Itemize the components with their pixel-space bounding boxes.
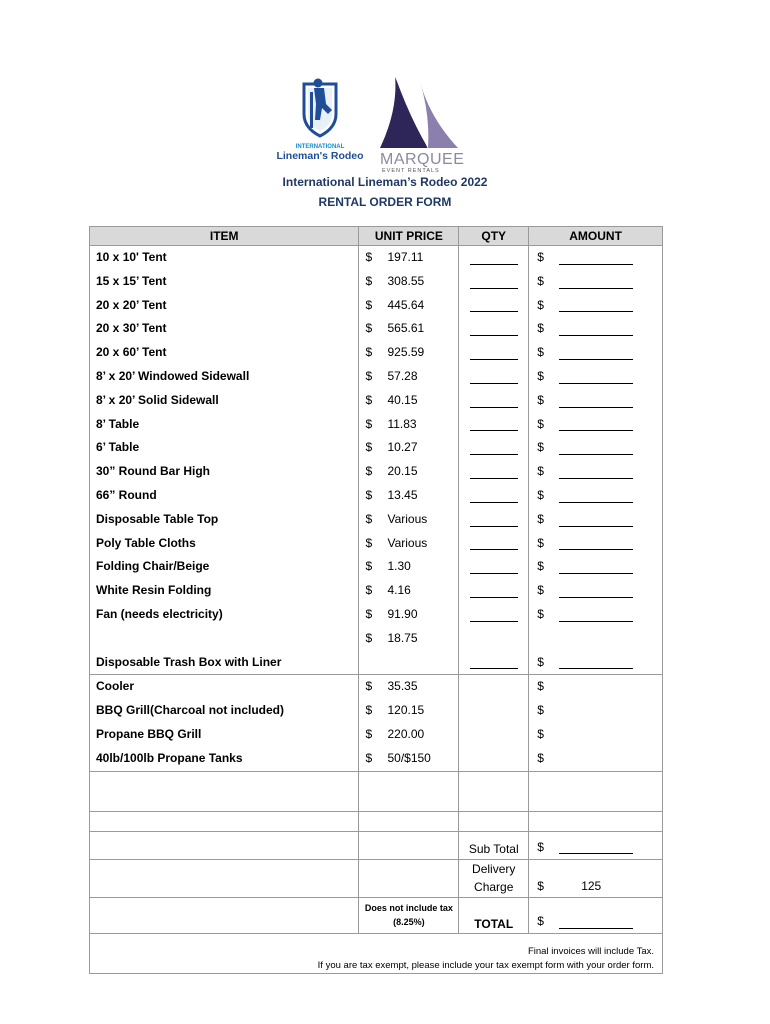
currency-symbol: $ — [537, 273, 544, 288]
unit-price — [359, 627, 458, 651]
marquee-sub-text: EVENT RENTALS — [382, 168, 440, 174]
amount-field[interactable] — [529, 532, 662, 556]
unit-price — [359, 317, 458, 341]
amount-field[interactable] — [529, 747, 662, 771]
qty-field[interactable] — [459, 579, 528, 603]
unit-price-value: 50/$150 — [387, 750, 431, 765]
item-name: Folding Chair/Beige — [96, 559, 210, 574]
amount-field[interactable] — [529, 675, 662, 699]
currency-symbol: $ — [365, 535, 373, 550]
unit-price-list — [359, 675, 459, 771]
item-name: Propane BBQ Grill — [96, 726, 202, 741]
amount-field[interactable] — [529, 484, 662, 508]
sponsor-logos — [270, 70, 490, 178]
currency-symbol: $ — [365, 703, 373, 718]
unit-price — [359, 270, 458, 294]
qty-field[interactable] — [459, 484, 528, 508]
currency-symbol: $ — [537, 535, 544, 550]
qty-field[interactable] — [459, 365, 528, 389]
item-name: 10 x 10' Tent — [96, 250, 167, 264]
subtotal-row — [90, 831, 663, 859]
qty-field[interactable] — [459, 341, 528, 365]
total-blank[interactable] — [559, 915, 633, 929]
item-name: 66” Round — [96, 487, 157, 502]
item-name: Fan (needs electricity) — [96, 606, 223, 621]
unit-price-value: 120.15 — [387, 703, 425, 718]
currency-symbol: $ — [365, 487, 373, 502]
currency-symbol: $ — [365, 750, 373, 765]
item-name: Cooler — [96, 679, 135, 694]
qty-field[interactable] — [459, 270, 528, 294]
unit-price — [359, 675, 458, 699]
currency-symbol: $ — [365, 679, 373, 694]
unit-price — [359, 365, 458, 389]
currency-symbol: $ — [537, 654, 544, 669]
unit-price-value: 35.35 — [387, 679, 418, 694]
unit-price-value: 220.00 — [387, 726, 425, 741]
amount-field[interactable] — [529, 294, 662, 318]
unit-price-value: 4.16 — [387, 583, 411, 598]
item-name: 6’ Table — [96, 440, 140, 455]
amount-field[interactable] — [529, 365, 662, 389]
delivery-charge-value: 125 — [581, 878, 602, 893]
currency-symbol: $ — [365, 583, 373, 598]
currency-symbol: $ — [537, 703, 544, 718]
qty-field[interactable] — [459, 603, 528, 627]
currency-symbol: $ — [365, 250, 373, 264]
item-name: 15 x 15’ Tent — [96, 273, 167, 288]
marquee-logo — [380, 76, 464, 174]
item-name: Disposable Trash Box with Liner — [96, 654, 282, 669]
amount-field[interactable] — [529, 436, 662, 460]
amount-field[interactable] — [529, 699, 662, 723]
currency-symbol: $ — [365, 416, 373, 431]
unit-price — [359, 603, 458, 627]
amount-field[interactable] — [529, 627, 662, 651]
currency-symbol: $ — [537, 559, 544, 574]
unit-price — [359, 341, 458, 365]
currency-symbol: $ — [365, 345, 373, 360]
currency-symbol: $ — [537, 440, 544, 455]
rodeo-name-text: Lineman's Rodeo — [276, 150, 364, 162]
currency-symbol: $ — [537, 606, 544, 621]
unit-price-value: 565.61 — [387, 321, 425, 336]
delivery-row — [90, 859, 663, 897]
tax-note: Does not include tax (8.25%) — [359, 897, 459, 933]
unit-price — [359, 747, 458, 771]
unit-price — [359, 413, 458, 437]
amount-list — [529, 675, 663, 771]
footer-row — [90, 933, 663, 973]
currency-symbol: $ — [537, 839, 544, 854]
blank-row — [90, 811, 663, 831]
unit-price-list — [359, 246, 459, 675]
column-header-qty: QTY — [459, 227, 529, 246]
unit-price-value: Various — [387, 535, 428, 550]
qty-field[interactable] — [459, 436, 528, 460]
column-header-item: ITEM — [90, 227, 359, 246]
amount-field[interactable] — [529, 579, 662, 603]
item-list — [90, 675, 359, 771]
linemans-rodeo-logo — [276, 79, 363, 163]
amount-field[interactable] — [529, 389, 662, 413]
unit-price-value: 40.15 — [387, 392, 418, 407]
currency-symbol: $ — [365, 440, 373, 455]
unit-price — [359, 699, 458, 723]
sub-total-blank[interactable] — [559, 840, 633, 854]
items-block-1 — [90, 246, 663, 675]
item-name: BBQ Grill(Charcoal not included) — [96, 703, 285, 718]
item-name: Poly Table Cloths — [96, 535, 196, 550]
item-name: Disposable Table Top — [96, 511, 219, 526]
delivery-charge-amount — [529, 859, 663, 897]
currency-symbol: $ — [537, 726, 544, 741]
amount-list — [529, 246, 663, 675]
unit-price-value: 1.30 — [387, 559, 411, 574]
currency-symbol: $ — [537, 750, 544, 765]
sub-total-amount — [529, 831, 663, 859]
unit-price-value: 925.59 — [387, 345, 425, 360]
currency-symbol: $ — [537, 321, 544, 336]
item-name: 8’ Table — [96, 416, 140, 431]
currency-symbol: $ — [537, 464, 544, 479]
currency-symbol: $ — [537, 583, 544, 598]
amount-field[interactable] — [529, 341, 662, 365]
amount-field[interactable] — [529, 246, 662, 270]
delivery-charge-label: Delivery Charge — [459, 859, 529, 897]
qty-field[interactable] — [459, 389, 528, 413]
currency-symbol: $ — [537, 297, 544, 312]
column-header-unit-price: UNIT PRICE — [359, 227, 459, 246]
currency-symbol: $ — [365, 464, 373, 479]
unit-price-value: 197.11 — [387, 250, 424, 264]
unit-price — [359, 532, 458, 556]
item-name: 20 x 20’ Tent — [96, 297, 167, 312]
unit-price-value: 308.55 — [387, 273, 425, 288]
unit-price — [359, 723, 458, 747]
unit-price — [359, 436, 458, 460]
item-name: 8’ x 20’ Solid Sidewall — [96, 392, 219, 407]
qty-field[interactable] — [459, 294, 528, 318]
table-header-row — [90, 227, 663, 246]
unit-price — [359, 579, 458, 603]
footer-line-1: Final invoices will include Tax. — [527, 945, 654, 957]
unit-price — [359, 508, 458, 532]
amount-field[interactable] — [529, 603, 662, 627]
currency-symbol: $ — [537, 250, 544, 264]
amount-field[interactable] — [529, 508, 662, 532]
item-name: 40lb/100lb Propane Tanks — [96, 750, 243, 765]
currency-symbol: $ — [365, 273, 373, 288]
currency-symbol: $ — [537, 392, 544, 407]
item-name: 20 x 60’ Tent — [96, 345, 167, 360]
sub-total-label: Sub Total — [459, 831, 529, 859]
amount-field[interactable] — [529, 413, 662, 437]
qty-field[interactable] — [459, 413, 528, 437]
currency-symbol: $ — [365, 726, 373, 741]
currency-symbol: $ — [365, 559, 373, 574]
unit-price-value: 57.28 — [387, 368, 418, 383]
qty-field[interactable] — [459, 555, 528, 579]
qty-field[interactable] — [459, 246, 528, 270]
rental-order-table — [89, 226, 663, 974]
item-name: 8’ x 20’ Windowed Sidewall — [96, 368, 250, 383]
item-name: White Resin Folding — [96, 583, 212, 598]
unit-price-value: 18.75 — [387, 630, 418, 645]
column-header-amount: AMOUNT — [529, 227, 663, 246]
items-block-2 — [90, 675, 663, 771]
unit-price — [359, 389, 458, 413]
amount-field[interactable] — [529, 651, 662, 675]
currency-symbol: $ — [537, 416, 544, 431]
qty-cell-empty — [459, 675, 529, 771]
currency-symbol: $ — [537, 368, 544, 383]
amount-field[interactable] — [529, 723, 662, 747]
unit-price-value: 20.15 — [387, 464, 418, 479]
amount-field[interactable] — [529, 317, 662, 341]
unit-price — [359, 555, 458, 579]
amount-field[interactable] — [529, 270, 662, 294]
item-name — [96, 627, 358, 651]
form-subtitle: RENTAL ORDER FORM — [318, 195, 452, 209]
qty-field[interactable] — [459, 532, 528, 556]
currency-symbol: $ — [365, 392, 373, 407]
qty-field[interactable] — [459, 627, 528, 651]
item-name: 20 x 30’ Tent — [96, 321, 167, 336]
qty-field[interactable] — [459, 651, 528, 675]
unit-price-value: 91.90 — [387, 606, 418, 621]
currency-symbol: $ — [365, 297, 373, 312]
form-title: International Lineman’s Rodeo 2022 — [282, 175, 488, 189]
unit-price-value: 11.83 — [387, 416, 417, 431]
total-row — [90, 897, 663, 933]
currency-symbol: $ — [537, 913, 544, 928]
amount-field[interactable] — [529, 460, 662, 484]
total-label: TOTAL — [459, 897, 529, 933]
footer-line-2: If you are tax exempt, please include your tax exempt form with your order form. — [317, 959, 654, 971]
currency-symbol: $ — [537, 487, 544, 502]
amount-field[interactable] — [529, 555, 662, 579]
currency-symbol: $ — [537, 345, 544, 360]
item-list — [90, 246, 359, 675]
currency-symbol: $ — [537, 511, 544, 526]
unit-price — [359, 460, 458, 484]
unit-price-value: 445.64 — [387, 297, 425, 312]
currency-symbol: $ — [365, 368, 373, 383]
rodeo-top-text: INTERNATIONAL — [295, 144, 345, 150]
currency-symbol: $ — [537, 679, 544, 694]
unit-price-value: 13.45 — [387, 487, 418, 502]
item-name: 30” Round Bar High — [96, 464, 211, 479]
qty-field[interactable] — [459, 317, 528, 341]
unit-price — [359, 294, 458, 318]
unit-price — [359, 484, 458, 508]
blank-row — [90, 771, 663, 811]
unit-price — [359, 246, 458, 270]
currency-symbol: $ — [365, 606, 373, 621]
currency-symbol: $ — [365, 511, 373, 526]
currency-symbol: $ — [365, 630, 373, 645]
unit-price-value: 10.27 — [387, 440, 418, 455]
unit-price — [359, 651, 458, 675]
currency-symbol: $ — [365, 321, 373, 336]
qty-field[interactable] — [459, 460, 528, 484]
qty-list — [459, 246, 529, 675]
footer-note — [90, 933, 663, 973]
total-amount — [529, 897, 663, 933]
qty-field[interactable] — [459, 508, 528, 532]
unit-price-value: Various — [387, 511, 428, 526]
marquee-name-text: MARQUEE — [380, 151, 465, 168]
currency-symbol: $ — [537, 878, 544, 893]
